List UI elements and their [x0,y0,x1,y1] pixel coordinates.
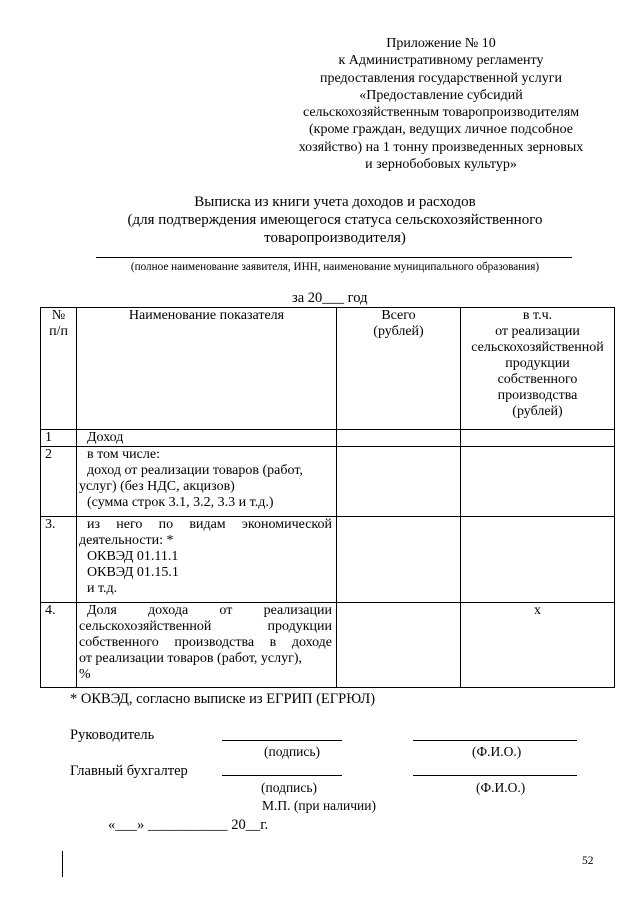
row-num: 1 [41,430,77,447]
row-total [337,430,461,447]
annex-line: (кроме граждан, ведущих личное подсобное [308,122,573,138]
header-num-line: № [51,308,66,323]
annex-line: Приложение № 10 [386,36,496,51]
table-row [41,447,615,517]
row-total [337,517,461,603]
row-name-line: ОКВЭД 01.15.1 [87,565,179,580]
row-name [77,447,337,517]
row-name [77,603,337,688]
row-num: 3. [41,517,77,603]
row-name-line: от реализации товаров (работ, услуг), [79,651,303,666]
header-num [41,308,77,430]
header-incl [461,308,615,430]
applicant-fill-caption: (полное наименование заявителя, ИНН, наименование муниципального образования) [130,261,540,273]
header-incl-line: от реализации [495,324,580,339]
row-name-line: ОКВЭД 01.11.1 [87,549,179,564]
row-name-line: и т.д. [87,581,118,596]
annex-line: сельскохозяйственным товаропроизводителям [302,105,580,121]
header-incl-line: собственного [497,372,578,387]
header-incl-line: сельскохозяйственной [471,340,604,355]
row-incl: x [461,603,615,688]
row-name-line: Доход [87,430,124,445]
row-incl [461,447,615,517]
row-name [77,517,337,603]
seal-note: М.П. (при наличии) [262,798,376,813]
header-name [77,308,337,430]
header-total [337,308,461,430]
footnote: * ОКВЭД, согласно выписке из ЕГРИП (ЕГРЮЛ) [70,691,376,707]
header-num-line: п/п [49,324,68,339]
row-incl [461,517,615,603]
accountant-label: Главный бухгалтер [70,763,188,779]
annex-line: к Административному регламенту [338,53,544,69]
annex-header [280,35,602,173]
header-incl-line: (рублей) [512,404,563,419]
row-name-line: собственного производства в доходе [79,635,332,650]
row-name-line: деятельности: * [79,533,174,548]
accountant-signature-caption: (подпись) [261,780,318,795]
row-name-line: в том числе: [87,447,160,462]
row-incl [461,430,615,447]
date-line: «___» ___________ 20__г. [108,817,269,833]
header-incl-line: производства [497,388,578,403]
year-label: за 20___ год [292,290,368,306]
row-name-line: из него по видам экономической [87,517,332,532]
header-total-line: (рублей) [373,324,424,339]
accountant-signature-line [222,775,342,776]
table-row [41,603,615,688]
annex-line: «Предоставление субсидий [359,87,523,103]
table-row [41,517,615,603]
annex-line: и зернобобовых культур» [365,157,517,173]
applicant-fill-line [96,257,572,258]
header-name-text: Наименование показателя [128,308,285,323]
row-num: 2 [41,447,77,517]
annex-line: хозяйство) на 1 тонну произведенных зерновых [298,139,584,155]
margin-mark [62,851,63,877]
head-name-line [413,740,577,741]
row-name-line: сельскохозяйственной продукции [79,619,332,634]
head-signature-line [222,740,342,741]
row-name-line: (сумма строк 3.1, 3.2, 3.3 и т.д.) [87,495,274,510]
income-table [40,307,615,688]
head-label: Руководитель [70,727,155,743]
head-name-caption: (Ф.И.О.) [472,744,522,759]
row-total [337,447,461,517]
page-number: 52 [582,855,594,867]
row-name-line: услуг) (без НДС, акцизов) [79,479,235,494]
accountant-name-caption: (Ф.И.О.) [476,780,526,795]
title-line: (для подтверждения имеющегося статуса сельскохозяйственного [127,212,543,228]
title-line: Выписка из книги учета доходов и расходов [194,194,476,210]
head-signature-caption: (подпись) [264,744,321,759]
title-line: товаропроизводителя) [264,230,406,246]
accountant-name-line [413,775,577,776]
row-name-line: доход от реализации товаров (работ, [87,463,303,478]
row-name-line: Доля дохода от реализации [87,603,332,618]
table-header-row [41,308,615,430]
header-incl-line: в т.ч. [522,308,553,323]
row-total [337,603,461,688]
annex-line: предоставления государственной услуги [320,70,562,86]
row-num: 4. [41,603,77,688]
header-total-line: Всего [381,308,416,323]
header-incl-line: продукции [505,356,570,371]
table-row [41,430,615,447]
document-title [96,193,574,247]
row-name [77,430,337,447]
row-name-line: % [79,667,91,682]
